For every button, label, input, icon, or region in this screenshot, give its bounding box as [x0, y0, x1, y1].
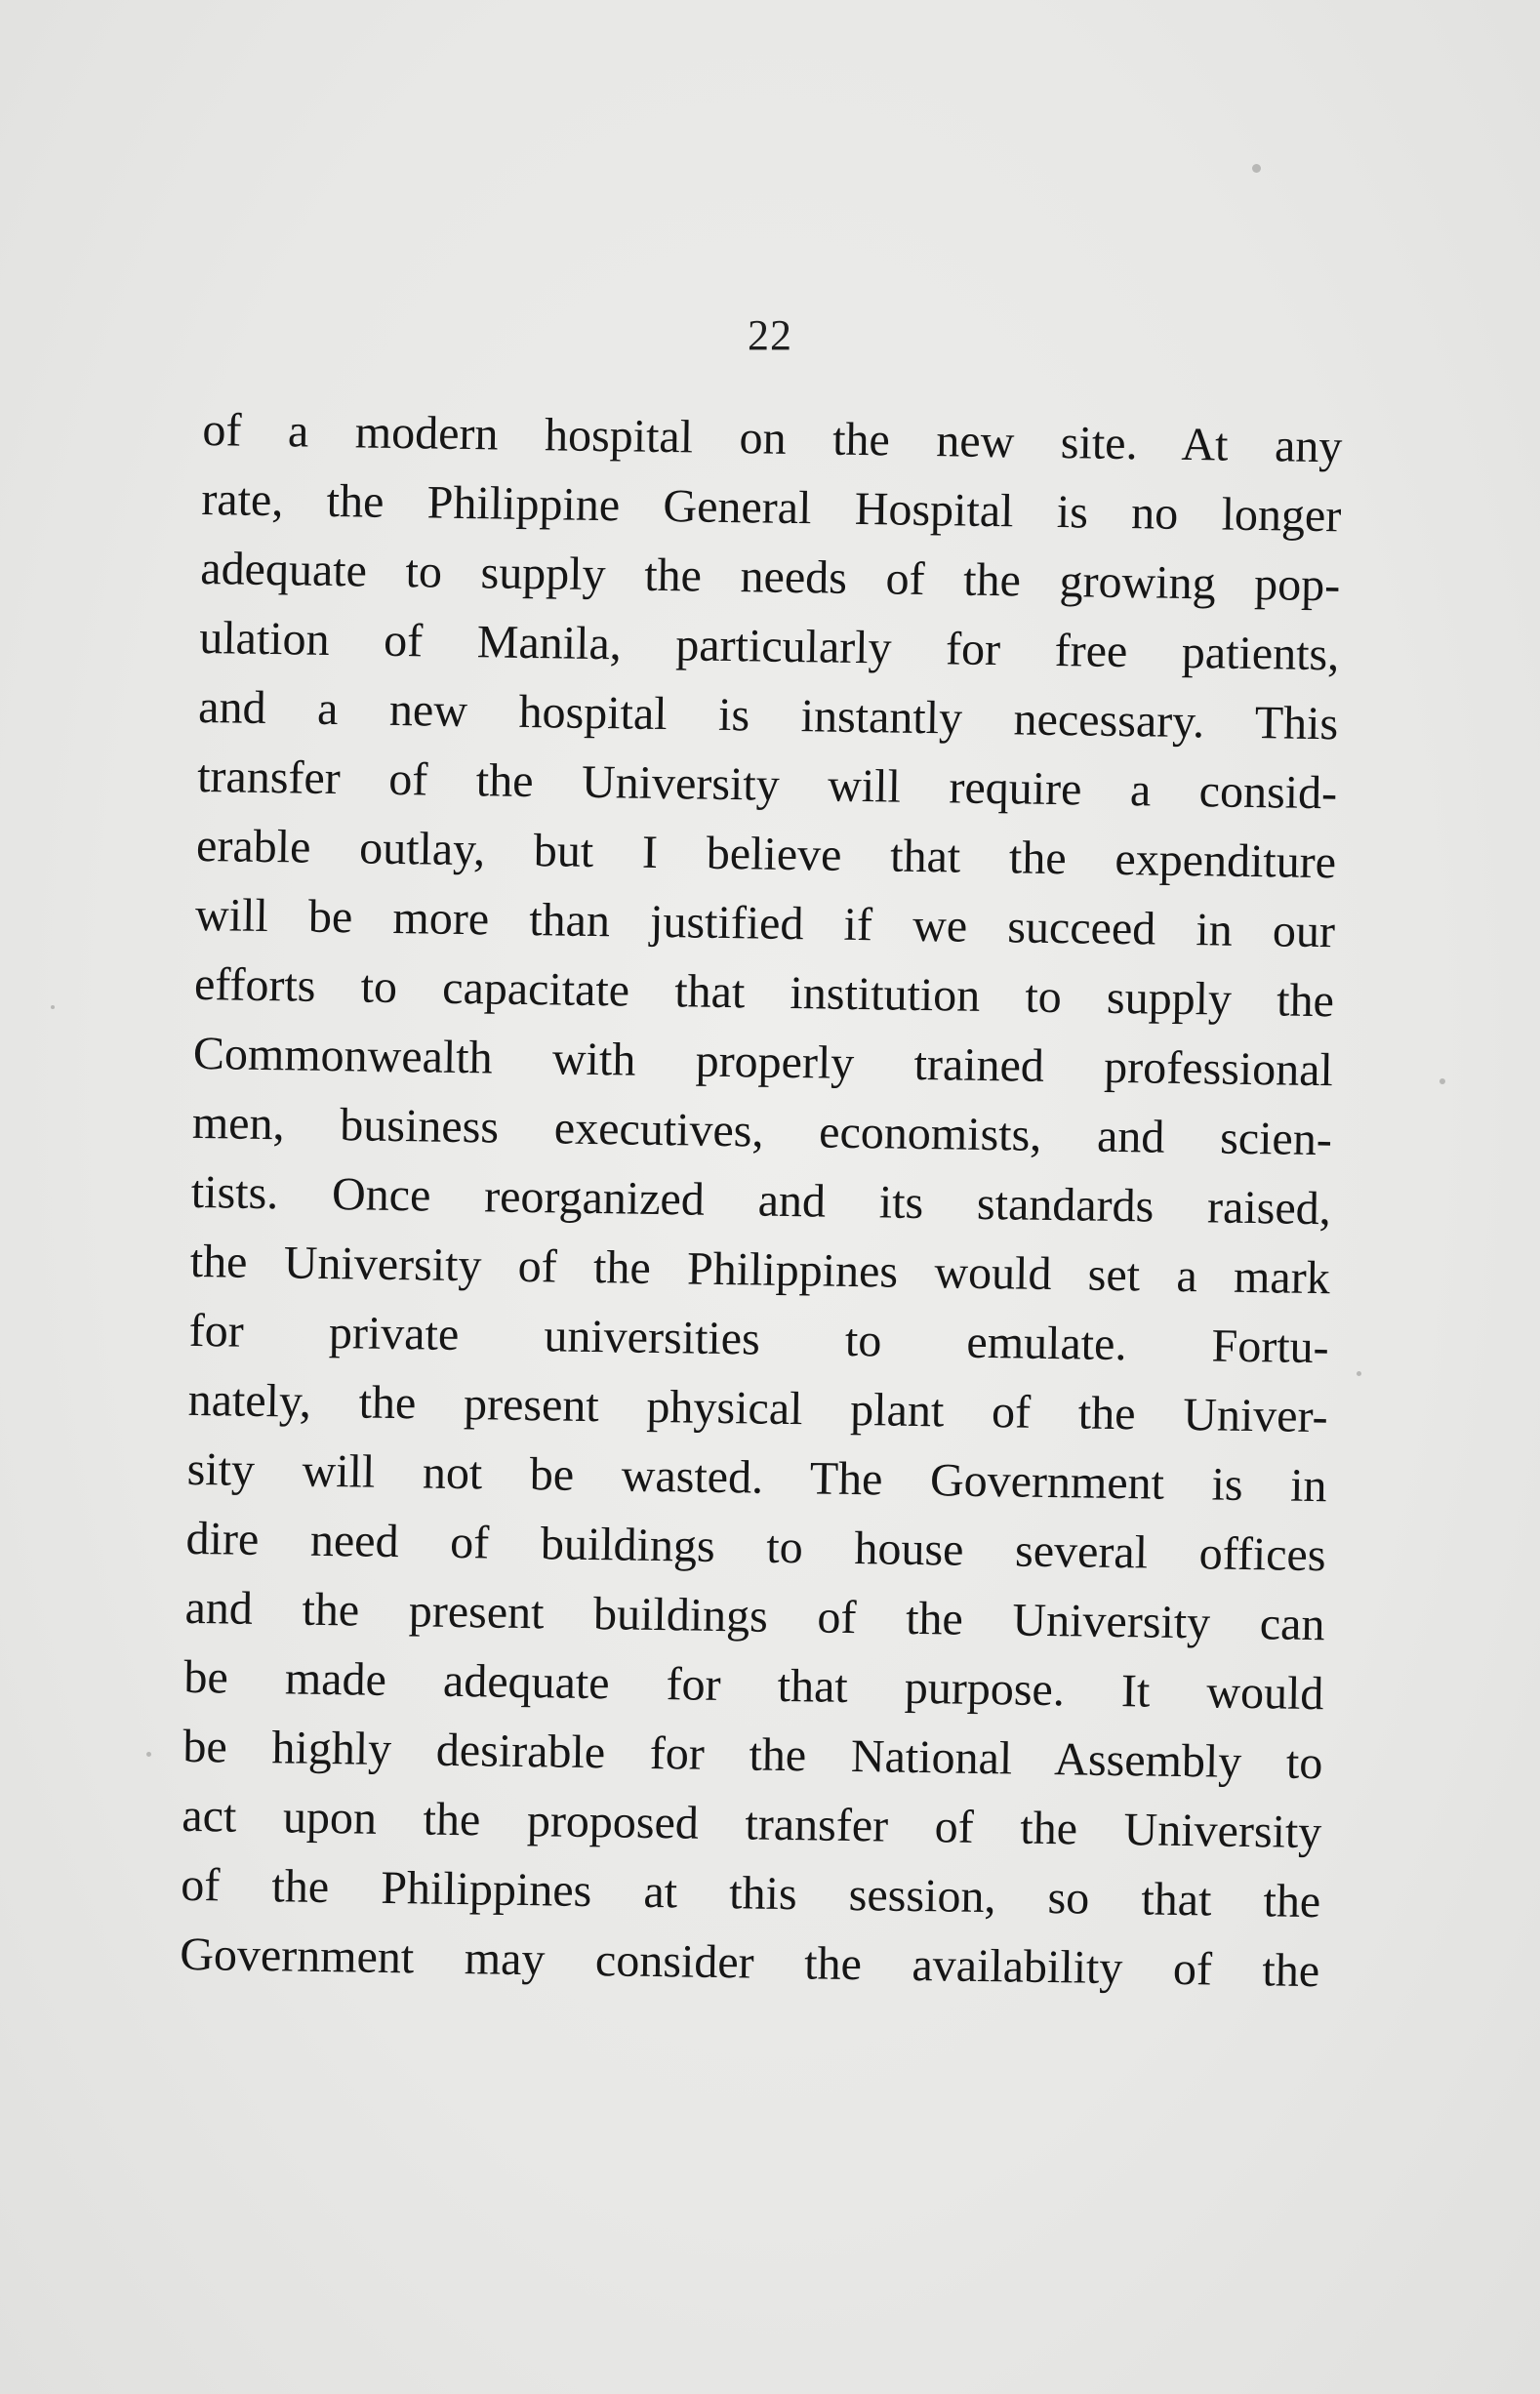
page-number: 22 — [748, 311, 792, 359]
text-line: of the Philippines at this session, so that the — [180, 1858, 1321, 1928]
text-line: and a new hospital is instantly necessary. This — [197, 680, 1339, 751]
text-line: ulation of Manila, particularly for free patients, — [198, 611, 1340, 681]
text-line: transfer of the University will require a consid- — [196, 750, 1338, 820]
paper-speck — [51, 1005, 55, 1009]
text-line: efforts to capacitate that institution to supply the — [193, 957, 1335, 1028]
text-line: act upon the proposed transfer of the University — [182, 1789, 1322, 1859]
paper-speck — [1439, 1078, 1445, 1084]
text-line: will be more than justified if we succeed in our — [194, 888, 1336, 958]
text-line: be made adequate for that purpose. It would — [183, 1650, 1324, 1721]
text-line: be highly desirable for the National Assembly to — [182, 1720, 1323, 1790]
text-line: dire need of buildings to house several offices — [185, 1512, 1326, 1582]
text-line: rate, the Philippine General Hospital is no longer — [201, 472, 1342, 543]
paper-speck — [146, 1752, 151, 1757]
text-line: sity will not be wasted. The Government is in — [186, 1442, 1327, 1513]
paper-speck — [1252, 164, 1261, 173]
text-line: for private universities to emulate. Fortu- — [188, 1304, 1330, 1374]
paper-speck — [1357, 1371, 1361, 1376]
text-line: erable outlay, but I believe that the expenditure — [195, 819, 1337, 889]
text-line: Government may consider the availability of the — [179, 1927, 1320, 1998]
text-line: of a modern hospital on the new site. At any — [202, 403, 1343, 473]
text-line: tists. Once reorganized and its standards raised, — [190, 1165, 1332, 1236]
text-line: the University of the Philippines would set a mark — [189, 1235, 1331, 1305]
text-line: men, business executives, economists, and scien- — [191, 1096, 1333, 1166]
text-line: adequate to supply the needs of the growing pop- — [199, 542, 1341, 612]
body-paragraph — [180, 395, 1343, 2006]
text-line: and the present buildings of the University can — [184, 1581, 1325, 1651]
text-line: nately, the present physical plant of the Univer- — [187, 1373, 1328, 1443]
text-line: Commonwealth with properly trained professional — [192, 1027, 1334, 1097]
